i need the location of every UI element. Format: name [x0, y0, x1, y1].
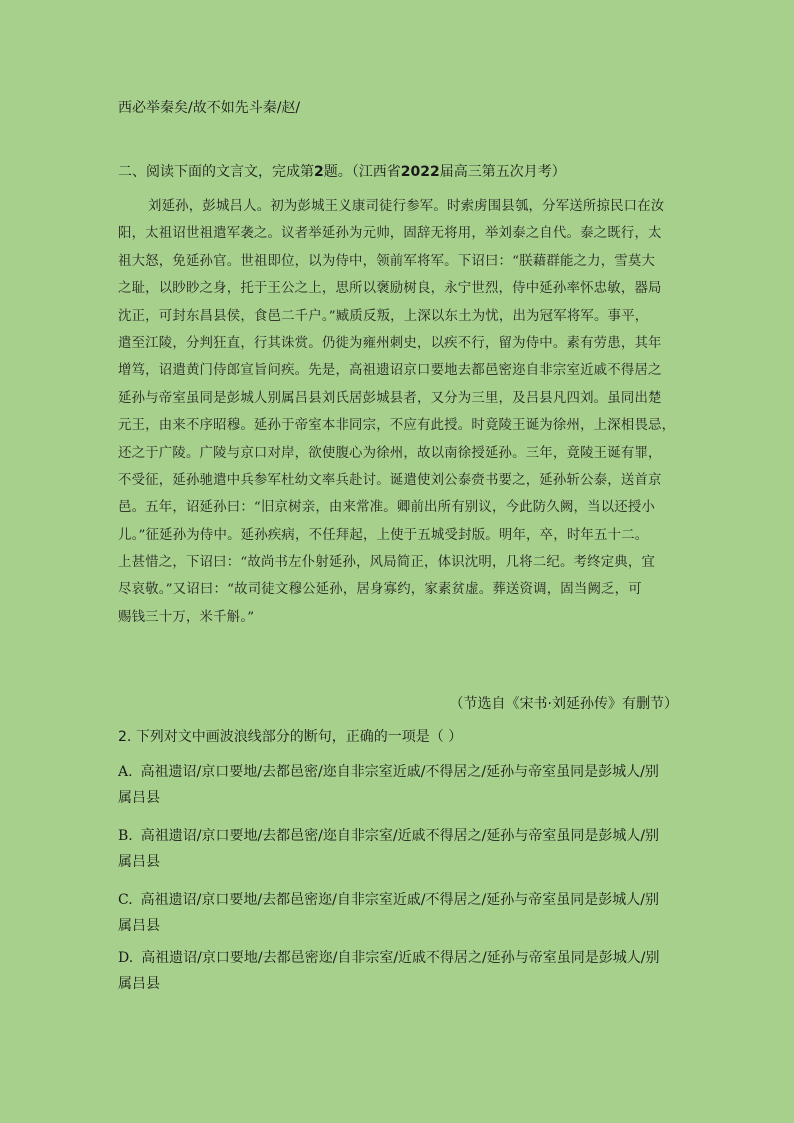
passage-line: 祖大怒，免延孙官。世祖即位，以为侍中，领前军将军。下诏曰：“朕藉群能之力，雪莫大 [118, 253, 656, 269]
passage-line: 之耻，以眇眇之身，托于王公之上，思所以褒励树良，永宁世烈，侍中延孙率怀忠敏，器局 [118, 281, 662, 297]
passage-line: 尽哀敬。”又诏曰：“故司徒文穆公延孙，居身寡约，家素贫虚。葬送资调，固当阙乏，可 [118, 582, 642, 598]
question-text: 下列对文中画波浪线部分的断句，正确的一项是（ ） [135, 729, 463, 745]
passage-line: 遣至江陵，分判狂直，行其诛赏。仍徙为雍州刺史，以疾不行，留为侍中。素有劳患，其年 [118, 335, 662, 351]
option-text: 高祖遗诏/京口要地/去都邑密迩/自非宗室近戚/不得居之/延孙与帝室虽同是彭城人/别 [140, 892, 659, 908]
question-number: 2. [118, 729, 132, 745]
passage-line: 刘延孙，彭城吕人。初为彭城王义康司徒行参军。时索虏围县瓠，分军送所掠民口在汝 [148, 199, 665, 214]
previous-answer-line: 西必举秦矣/故不如先斗秦/赵/ [118, 100, 301, 116]
classical-passage [118, 193, 678, 631]
passage-line: 延孙与帝室虽同是彭城人别属吕县刘氏居彭城县者，又分为三里，及吕县凡四刘。虽同出楚 [118, 390, 662, 406]
passage-line: 上甚惜之，下诏曰：“故尚书左仆射延孙，风局简正，体识沈明，几将二纪。考终定典，宜 [118, 555, 656, 571]
option-text-continued: 属吕县 [118, 790, 160, 806]
option-letter: D. [118, 950, 134, 966]
option-c[interactable] [118, 887, 678, 939]
option-a[interactable] [118, 759, 678, 811]
passage-line: 不受征，延孙驰遣中兵参军杜幼文率兵赴讨。诞遣使刘公泰赍书要之，延孙斩公泰，送首京 [118, 472, 662, 488]
option-b[interactable] [118, 823, 678, 875]
option-text-continued: 属吕县 [118, 976, 160, 992]
passage-line: 元王，由来不序昭穆。延孙于帝室本非同宗，不应有此授。时竟陵王诞为徐州，上深相畏忌， [118, 418, 676, 434]
question-stem [118, 727, 462, 747]
passage-line: 还之于广陵。广陵与京口对岸，欲使腹心为徐州，故以南徐授延孙。三年，竟陵王诞有罪， [118, 445, 662, 461]
heading-suffix: 届高三第五次月考） [439, 164, 566, 180]
passage-line: 阳，太祖诏世祖遣军袭之。议者举延孙为元帅，固辞无将用，举刘泰之自代。泰之既行，太 [118, 226, 662, 242]
heading-middle: 题。（江西省 [323, 164, 401, 180]
option-text-continued: 属吕县 [118, 854, 160, 870]
option-letter: C. [118, 892, 133, 908]
heading-prefix: 二、阅读下面的文言文，完成第 [118, 164, 314, 180]
option-letter: B. [118, 828, 133, 844]
source-note: （节选自《宋书·刘延孙传》有删节） [449, 696, 678, 712]
passage-line: 邑。五年，诏延孙曰：“旧京树亲，由来常准。卿前出所有别议，今此防久阙，当以还授小 [118, 500, 656, 516]
option-d[interactable] [118, 945, 678, 997]
section-heading [118, 162, 566, 182]
heading-year: 2022 [400, 164, 440, 180]
option-letter: A. [118, 764, 133, 780]
passage-line: 赐钱三十万，米千斛。” [118, 609, 255, 625]
option-text: 高祖遗诏/京口要地/去都邑密/迩自非宗室近戚/不得居之/延孙与帝室虽同是彭城人/别 [140, 764, 659, 780]
heading-question-number: 2 [314, 164, 324, 180]
passage-line: 儿。”征延孙为侍中。延孙疾病，不任拜起，上使于五城受封版。明年，卒，时年五十二。 [118, 527, 649, 543]
passage-line: 增笃，诏遣黄门侍郎宣旨问疾。先是，高祖遗诏京口要地去都邑密迩自非宗室近戚不得居之 [118, 363, 662, 379]
passage-line: 沈正，可封东昌县侯，食邑二千户。”臧质反叛，上深以东土为忧，出为冠军将军。事平， [118, 308, 649, 324]
option-text: 高祖遗诏/京口要地/去都邑密/迩自非宗室/近戚不得居之/延孙与帝室虽同是彭城人/别 [140, 828, 660, 844]
option-text: 高祖遗诏/京口要地/去都邑密迩/自非宗室/近戚不得居之/延孙与帝室虽同是彭城人/别 [141, 950, 660, 966]
option-text-continued: 属吕县 [118, 918, 160, 934]
